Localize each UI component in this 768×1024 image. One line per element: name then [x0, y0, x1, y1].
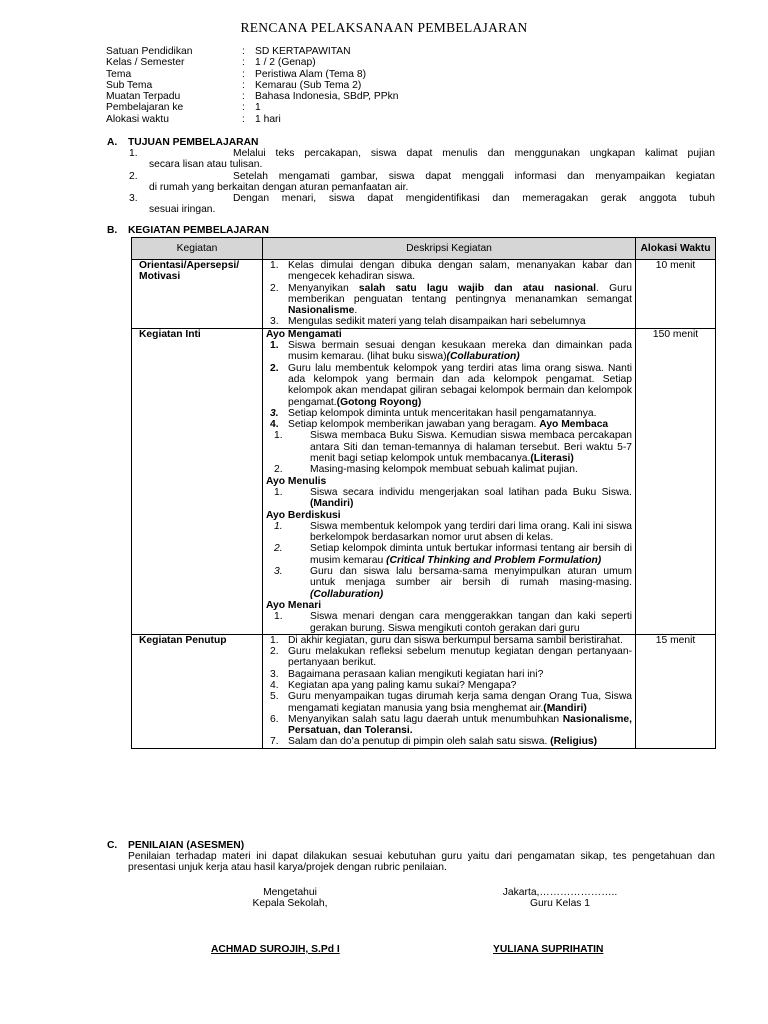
item-number: 4. — [270, 419, 279, 431]
identity-value: 1 — [255, 102, 261, 114]
row-description — [263, 328, 636, 634]
item-number: 1. — [274, 430, 283, 442]
objective-line: Dengan menari, siswa dapat mengidentifikasi dan memeragakan gerak anggota tubuh — [233, 193, 715, 205]
activity-subheading: Ayo Menulis — [266, 475, 327, 487]
list-item — [266, 340, 632, 363]
list-item — [266, 669, 632, 680]
objective-line: Melalui teks percakapan, siswa dapat menulis dan menggunakan ungkapan kalimat pujian — [233, 148, 715, 159]
item-number: 2. — [270, 282, 279, 294]
row-time: 15 menit — [636, 634, 716, 748]
list-item — [266, 419, 632, 430]
item-emphasis: Ayo Membaca — [539, 419, 609, 431]
objective-item — [107, 171, 715, 194]
list-item — [266, 566, 632, 600]
item-number: 2. — [274, 543, 283, 555]
item-number: 2. — [274, 464, 283, 476]
identity-colon: : — [242, 91, 245, 103]
item-emphasis: salah satu lagu wajib dan atau nasional — [358, 282, 596, 294]
row-description — [263, 634, 636, 748]
item-text: Bagaimana perasaan kalian mengikuti kegiatan hari ini? — [288, 668, 544, 680]
table-header-row — [132, 238, 716, 260]
signature-left-line1: Mengetahui — [263, 887, 317, 898]
item-text: Siswa membaca Buku Siswa. Kemudian siswa membaca percakapan antara Siti dan teman-temannya di halaman tersebut. Beri waktu 5-7 menit bagi setiap kelompok untuk membacanya. — [310, 430, 632, 465]
identity-key: Tema — [106, 68, 132, 80]
row-time: 150 menit — [636, 328, 716, 634]
item-emphasis: (Literasi) — [530, 453, 574, 465]
list-item — [266, 646, 632, 669]
row-description — [263, 260, 636, 329]
identity-key: Sub Tema — [106, 79, 153, 91]
section-title: PENILAIAN (ASESMEN) — [128, 840, 245, 851]
item-number: 1. — [274, 486, 283, 498]
list-item — [266, 487, 632, 510]
list-item — [266, 714, 632, 737]
item-text: Guru menyampaikan tugas dirumah kerja sama dengan Orang Tua, Siswa mengamati kegiatan manusia yang bsia menghemat air. — [288, 691, 632, 714]
table-row — [132, 328, 716, 634]
row-label: Kegiatan Inti — [132, 328, 263, 634]
identity-colon: : — [242, 57, 245, 69]
objective-rest: di rumah yang berkaitan dengan aturan pemanfaatan air. — [149, 181, 409, 193]
item-number: 3. — [270, 316, 279, 328]
identity-key: Muatan Terpadu — [106, 91, 181, 103]
item-number: 3. — [270, 407, 279, 419]
section-letter: A. — [107, 137, 118, 148]
header-alokasi: Alokasi Waktu — [636, 238, 716, 260]
activity-subheading: Ayo Berdiskusi — [266, 509, 341, 521]
signature-left — [210, 887, 370, 910]
item-emphasis: Nasionalisme — [288, 305, 355, 317]
item-text: . Guru memberikan penguatan tentang pentingnya menanamkan semangat — [288, 282, 632, 305]
list-item — [266, 680, 632, 691]
document-title: RENCANA PELAKSANAAN PEMBELAJARAN — [240, 20, 528, 35]
list-item — [266, 430, 632, 464]
item-emphasis: (Collaburation) — [310, 588, 384, 600]
identity-row — [106, 102, 399, 113]
item-text: Setiap kelompok memberikan jawaban yang beragam. — [288, 419, 540, 431]
item-text: Di akhir kegiatan, guru dan siswa berkumpul bersama sambil beristirahat. — [288, 634, 623, 646]
row-label: Orientasi/Apersepsi/ Motivasi — [132, 260, 263, 329]
identity-key: Kelas / Semester — [106, 57, 185, 69]
item-number: 1. — [129, 148, 138, 159]
objective-item — [107, 193, 715, 216]
identity-value: 1 hari — [255, 113, 281, 125]
activity-subheading: Ayo Menari — [266, 599, 322, 611]
item-number: 1. — [270, 340, 279, 352]
item-text: Siswa bermain sesuai dengan kesukaan mereka dan dimainkan pada musim kemarau. (lihat buku siswa) — [288, 340, 632, 363]
item-number: 1. — [274, 520, 283, 532]
section-c-heading — [107, 840, 244, 851]
row-time: 10 menit — [636, 260, 716, 329]
identity-colon: : — [242, 79, 245, 91]
list-item — [266, 260, 632, 283]
objectives-list — [107, 148, 715, 216]
identity-value: Kemarau (Sub Tema 2) — [255, 79, 362, 91]
identity-colon: : — [242, 102, 245, 114]
signature-right-line1: Jakarta,………………….. — [502, 887, 618, 898]
item-text: Siswa menari dengan cara menggerakkan tangan dan kaki seperti gerakan burung. Siswa mengikuti contoh gerakan dari guru — [310, 611, 632, 634]
identity-value: Peristiwa Alam (Tema 8) — [255, 68, 367, 80]
item-text: Siswa secara individu mengerjakan soal latihan pada Buku Siswa. — [310, 486, 632, 498]
list-item — [266, 611, 632, 634]
activity-subheading: Ayo Mengamati — [266, 328, 342, 340]
item-emphasis: (Mandiri) — [310, 498, 354, 510]
item-emphasis: (Critical Thinking and Problem Formulation) — [386, 554, 602, 566]
item-text: Guru lalu membentuk kelompok yang terdiri atas lima orang siswa. Nanti ada kelompok yang bermain dan ada kelompok pengamat. Setiap kelompok akan mendapat giliran sebagai kelompok bermain dan kelompok pengamat. — [288, 362, 632, 408]
section-b-heading — [107, 225, 269, 236]
identity-colon: : — [242, 68, 245, 80]
item-text: Menyanyikan — [288, 282, 359, 294]
item-emphasis: (Gotong Royong) — [336, 396, 422, 408]
section-title: KEGIATAN PEMBELAJARAN — [128, 225, 269, 236]
item-number: 1. — [270, 260, 279, 271]
header-kegiatan: Kegiatan — [132, 238, 263, 260]
item-emphasis: (Mandiri) — [543, 702, 587, 714]
item-number: 2. — [270, 646, 279, 658]
identity-row — [106, 57, 399, 68]
list-item — [266, 283, 632, 317]
identity-colon: : — [242, 113, 245, 125]
item-text: Guru melakukan refleksi sebelum menutup kegiatan dengan pertanyaan-pertanyaan berikut. — [288, 646, 632, 669]
item-number: 4. — [270, 679, 279, 691]
section-title: TUJUAN PEMBELAJARAN — [128, 137, 259, 148]
list-item — [266, 363, 632, 408]
item-text: Mengulas sedikit materi yang telah disampaikan hari sebelumnya — [288, 316, 586, 328]
identity-key: Satuan Pendidikan — [106, 46, 193, 57]
list-item — [266, 408, 632, 419]
item-text: Menyanyikan salah satu lagu daerah untuk menumbuhkan — [288, 713, 563, 725]
objective-rest: sesuai iringan. — [149, 204, 216, 216]
item-number: 1. — [270, 634, 279, 646]
list-item — [266, 635, 632, 646]
identity-row — [106, 80, 399, 91]
identity-key: Pembelajaran ke — [106, 102, 184, 114]
list-item — [266, 316, 632, 327]
item-number: 1. — [274, 611, 283, 623]
table-row — [132, 634, 716, 748]
item-text: Kelas dimulai dengan dibuka dengan salam, menanyakan kabar dan mengecek kehadiran siswa. — [288, 260, 632, 283]
item-emphasis: (Collaburation) — [446, 351, 520, 363]
section-letter: B. — [107, 225, 118, 236]
identity-row — [106, 69, 399, 80]
identity-value: 1 / 2 (Genap) — [255, 57, 316, 69]
item-number: 3. — [274, 566, 283, 578]
identity-row — [106, 91, 399, 102]
identity-value: Bahasa Indonesia, SBdP, PPkn — [255, 91, 399, 103]
item-text: Salam dan do’a penutup di pimpin oleh salah satu siswa. — [288, 736, 551, 748]
identity-block — [106, 46, 399, 125]
section-letter: C. — [107, 840, 118, 851]
list-item — [266, 691, 632, 714]
section-a-heading — [107, 137, 258, 148]
list-item — [266, 521, 632, 544]
header-deskripsi: Deskripsi Kegiatan — [263, 238, 636, 260]
item-number: 3. — [129, 193, 138, 205]
item-text: Setiap kelompok diminta untuk bertukar informasi tentang air bersih di musim kemarau — [310, 543, 632, 566]
item-number: 2. — [270, 362, 279, 374]
table-row — [132, 260, 716, 329]
item-number: 5. — [270, 691, 279, 703]
headmaster-name: ACHMAD SUROJIH, S.Pd I — [211, 944, 340, 955]
item-number: 7. — [270, 736, 279, 748]
signature-right-line2: Guru Kelas 1 — [529, 898, 591, 910]
row-label: Kegiatan Penutup — [132, 634, 263, 748]
signature-left-line2: Kepala Sekolah, — [252, 898, 328, 910]
item-text: Setiap kelompok diminta untuk menceritakan hasil pengamatannya. — [288, 407, 597, 419]
item-text: . — [354, 305, 358, 317]
list-item — [266, 543, 632, 566]
assessment-paragraph: Penilaian terhadap materi ini dapat dilakukan sesuai kebutuhan guru yaitu dari pengamatan sikap, tes pengetahuan dan presentasi unjuk kerja atau hasil karya/projek dengan rubric penilaian. — [128, 851, 715, 874]
list-item — [266, 736, 632, 747]
item-text: Masing-masing kelompok membuat sebuah kalimat pujian. — [310, 464, 578, 476]
item-text: Siswa membentuk kelompok yang terdiri dari lima orang. Kali ini siswa berkelompok berdasarkan nomor urut absen di kelas. — [310, 520, 632, 544]
objective-item — [107, 148, 715, 171]
list-item — [266, 464, 632, 475]
identity-row — [106, 46, 399, 57]
item-emphasis: Nasionalisme, Persatuan, dan Toleransi. — [288, 713, 632, 737]
item-text: Guru dan siswa lalu bersama-sama menyimpulkan aturan umum untuk menjaga sumber air bersih di rumah masing-masing. — [310, 566, 632, 589]
identity-colon: : — [242, 46, 245, 57]
identity-row — [106, 114, 399, 125]
activities-table — [131, 237, 716, 749]
item-number: 3. — [270, 668, 279, 680]
identity-key: Alokasi waktu — [106, 113, 169, 125]
item-text: Kegiatan apa yang paling kamu sukai? Mengapa? — [288, 679, 517, 691]
item-number: 2. — [129, 170, 138, 182]
objective-rest: secara lisan atau tulisan. — [149, 159, 263, 171]
identity-value: SD KERTAPAWITAN — [255, 46, 351, 57]
signature-right — [470, 887, 650, 910]
objective-line: Setelah mengamati gambar, siswa dapat menggali informasi dan menyampaikan kegiatan — [233, 170, 715, 182]
teacher-name: YULIANA SUPRIHATIN — [493, 944, 604, 955]
item-number: 6. — [270, 713, 279, 725]
item-emphasis: (Religius) — [550, 736, 598, 748]
